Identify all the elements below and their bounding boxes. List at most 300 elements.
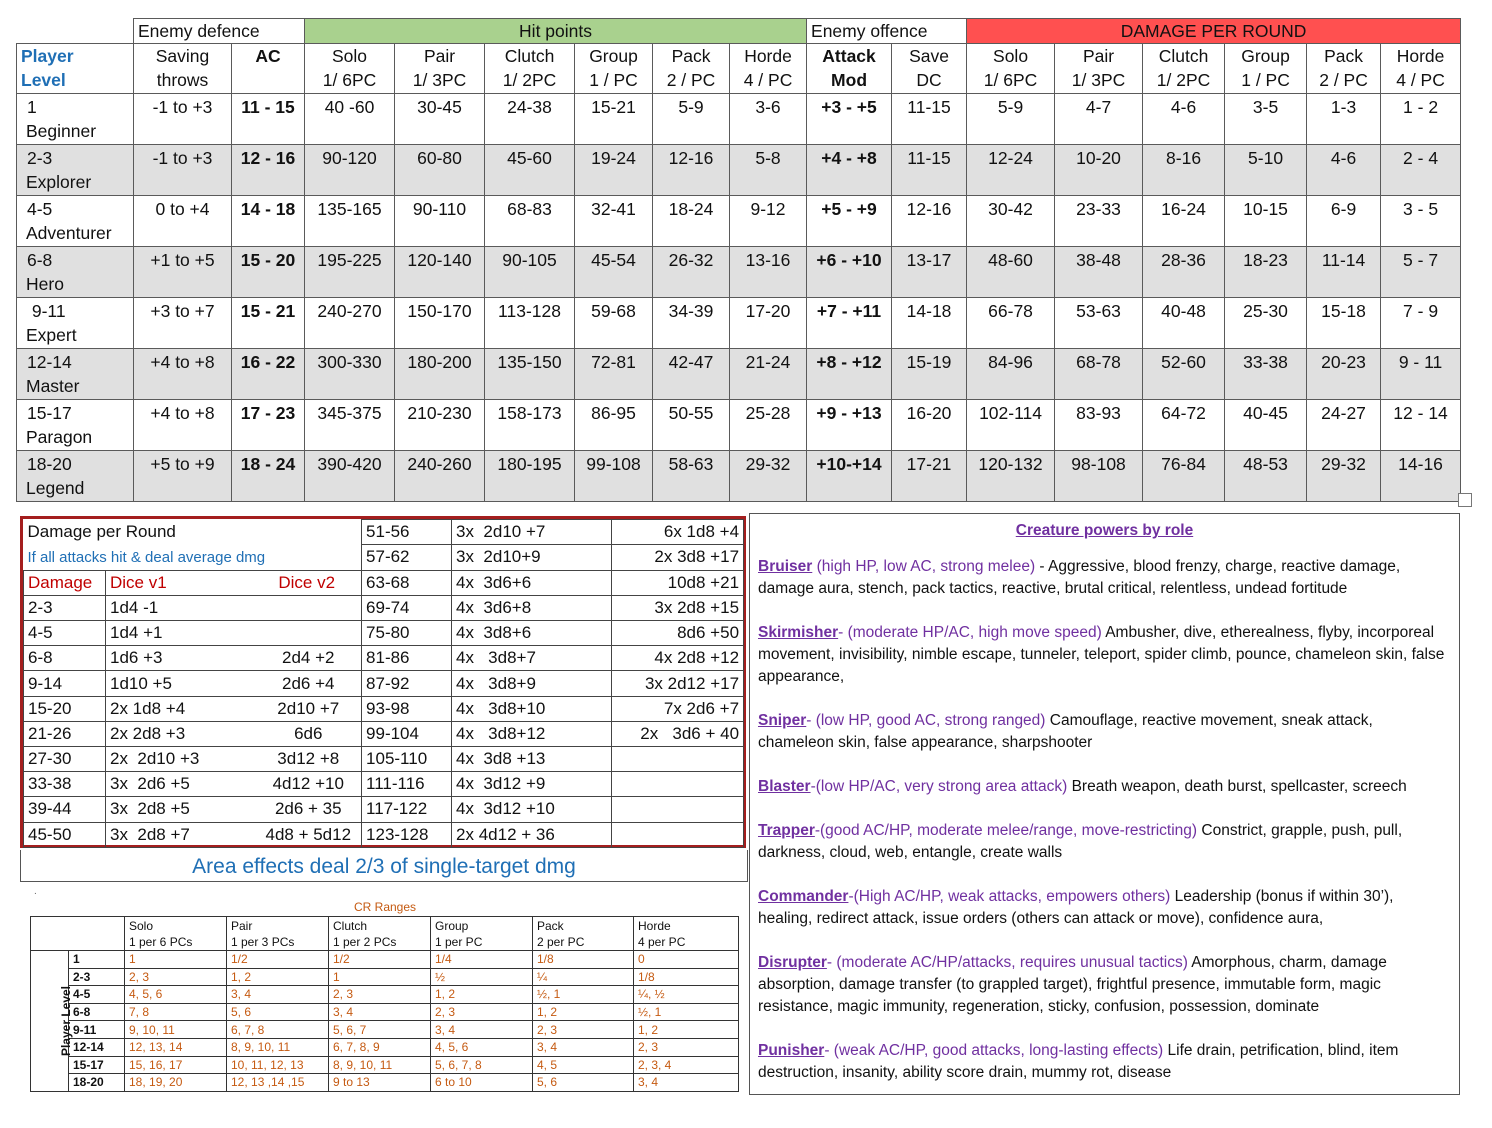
column-header-line1: Pair	[1082, 46, 1115, 66]
stat-cell: 34-39	[653, 298, 730, 349]
damage-per-round-box	[20, 516, 746, 848]
cr-value: 9, 10, 11	[125, 1021, 227, 1039]
stat-cell: +5 - +9	[807, 196, 892, 247]
level-range: 15-17	[27, 403, 72, 423]
level-cell	[17, 349, 134, 400]
table-row	[17, 349, 1461, 400]
dice-v2: 6d6	[256, 721, 362, 746]
creature-powers-panel	[749, 513, 1460, 1095]
cr-value: 5, 6, 7	[329, 1021, 431, 1039]
stat-cell: 180-195	[485, 451, 575, 502]
stat-cell: 150-170	[395, 298, 485, 349]
column-header	[575, 44, 653, 94]
stat-cell: 15 - 20	[232, 247, 305, 298]
role-entry	[758, 952, 1451, 1018]
cr-value: 1	[329, 968, 431, 986]
dice-v1: 4x 3d8+7	[452, 646, 612, 671]
dice-v2	[256, 595, 362, 620]
stat-cell: 60-80	[395, 145, 485, 196]
table-row	[24, 545, 744, 571]
damage-range: 9-14	[24, 671, 106, 696]
level-range: 4-5	[27, 199, 53, 219]
column-header-line2: 1/ 2PC	[1156, 70, 1211, 90]
cr-value: 3, 4	[634, 1074, 739, 1092]
stat-cell: 18-24	[653, 196, 730, 247]
cr-header-name: Horde	[638, 919, 671, 933]
cr-level: 12-14	[69, 1038, 125, 1056]
role-name: Punisher	[758, 1042, 825, 1059]
table-row	[31, 1056, 739, 1074]
column-header-line1: Attack	[822, 46, 876, 66]
stat-cell: 4-6	[1143, 94, 1225, 145]
stat-cell: 21-24	[730, 349, 807, 400]
stat-cell: 4-7	[1055, 94, 1143, 145]
damage-range: 21-26	[24, 721, 106, 746]
column-header-line2: 1 / PC	[589, 70, 638, 90]
dpr-subtitle-cell	[24, 545, 362, 571]
role-powers: Ambusher, dive, etherealness, flyby, incorporeal movement, invisibility, nimble escape, tunneler, teleport, spider climb, pounce, chameleon skin, false appearance,	[758, 624, 1445, 685]
cr-value: 1, 2	[431, 986, 533, 1004]
role-summary: - (low HP, good AC, strong ranged)	[806, 712, 1046, 729]
cr-value: 1/2	[329, 951, 431, 969]
damage-range: 117-122	[362, 797, 452, 822]
cr-value: 2, 3	[634, 1038, 739, 1056]
level-cell	[17, 451, 134, 502]
stat-cell: 90-120	[305, 145, 395, 196]
damage-range: 69-74	[362, 595, 452, 620]
roles-list	[758, 556, 1451, 1084]
role-entry	[758, 1040, 1451, 1084]
dice-v2	[612, 797, 744, 822]
column-header-line2: DC	[916, 70, 942, 90]
stat-cell: 29-32	[1307, 451, 1381, 502]
level-cell	[17, 196, 134, 247]
column-header-line2: 4 / PC	[743, 70, 793, 90]
stat-cell: 5 - 7	[1381, 247, 1461, 298]
dice-v2: 3d12 +8	[256, 747, 362, 772]
stray-dot: .	[34, 886, 37, 897]
cr-value: 1/8	[634, 968, 739, 986]
column-header	[1225, 44, 1307, 94]
damage-range: 93-98	[362, 696, 452, 721]
stat-cell: 53-63	[1055, 298, 1143, 349]
stat-cell: 158-173	[485, 400, 575, 451]
dice-v1: 2x 2d10 +3	[106, 747, 256, 772]
damage-range: 63-68	[362, 570, 452, 595]
cr-header-name: Group	[435, 919, 469, 933]
cr-value: 6, 7, 8, 9	[329, 1038, 431, 1056]
table-row	[24, 671, 744, 696]
stat-cell: 30-42	[967, 196, 1055, 247]
table-row	[24, 696, 744, 721]
role-powers: Amorphous, charm, damage absorption, damage transfer (to grappled target), frightful presence, immutable form, magic resistance, magic immunity, regeneration, sticky, confusion, possession, dominate	[758, 954, 1387, 1015]
dice-v1: 4x 3d8+6	[452, 621, 612, 646]
stat-cell: 8-16	[1143, 145, 1225, 196]
dpr-title-cell	[24, 520, 362, 545]
column-header-line1: AC	[255, 46, 281, 66]
stat-cell: 5-9	[653, 94, 730, 145]
stat-cell: 300-330	[305, 349, 395, 400]
cr-header-ratio: 1 per 3 PCs	[231, 935, 295, 949]
dice-v1: 1d6 +3	[106, 646, 256, 671]
stat-cell: +7 - +11	[807, 298, 892, 349]
table-row	[31, 986, 739, 1004]
table-row	[31, 1074, 739, 1092]
stat-cell: 40-45	[1225, 400, 1307, 451]
column-header-line1: Solo	[993, 46, 1029, 66]
level-title: Master	[26, 376, 80, 396]
dice-v1: 4x 3d6+8	[452, 595, 612, 620]
cr-value: ¼, ½	[634, 986, 739, 1004]
dice-v1: 2x 1d8 +4	[106, 696, 256, 721]
cr-header-name: Clutch	[333, 919, 368, 933]
column-header-line2: 1/ 2PC	[502, 70, 557, 90]
dice-v2: 4d12 +10	[256, 772, 362, 797]
level-range: 1	[27, 97, 37, 117]
cr-value: 1/8	[533, 951, 634, 969]
damage-range: 105-110	[362, 747, 452, 772]
column-header-line2: 2 / PC	[666, 70, 716, 90]
cr-header-name: Pack	[537, 919, 564, 933]
cr-value: 2, 3	[431, 1003, 533, 1021]
table-resize-handle[interactable]	[1458, 493, 1472, 507]
stat-cell: +3 to +7	[134, 298, 232, 349]
cr-value: 1, 2	[227, 968, 329, 986]
damage-range: 15-20	[24, 696, 106, 721]
role-powers: Constrict, grapple, push, pull, darkness, cloud, web, entangle, create walls	[758, 822, 1403, 861]
col-dice-v1-header: Dice v1	[110, 572, 167, 592]
dice-v2: 7x 2d6 +7	[612, 696, 744, 721]
stat-cell: 12-16	[653, 145, 730, 196]
stat-cell: 29-32	[730, 451, 807, 502]
stat-cell: +5 to +9	[134, 451, 232, 502]
cr-value: 7, 8	[125, 1003, 227, 1021]
column-header-line1: Pack	[671, 46, 711, 66]
stat-cell: 15-18	[1307, 298, 1381, 349]
stat-cell: 17 - 23	[232, 400, 305, 451]
group-enemy-offence: Enemy offence	[807, 19, 967, 44]
stat-cell: 59-68	[575, 298, 653, 349]
stat-cell: 240-270	[305, 298, 395, 349]
dice-v2: 2d6 +4	[256, 671, 362, 696]
stat-cell: 24-38	[485, 94, 575, 145]
table-row	[24, 721, 744, 746]
cr-ranges-table	[30, 916, 739, 1092]
level-cell	[17, 94, 134, 145]
stat-cell: +1 to +5	[134, 247, 232, 298]
stat-cell: 30-45	[395, 94, 485, 145]
dice-v2: 3x 2d8 +15	[612, 595, 744, 620]
stat-cell: 5-9	[967, 94, 1055, 145]
stat-cell: 4-6	[1307, 145, 1381, 196]
column-header-line1: Solo	[332, 46, 368, 66]
stat-cell: 16 - 22	[232, 349, 305, 400]
stat-cell: +4 - +8	[807, 145, 892, 196]
cr-corner	[31, 917, 125, 951]
stat-cell: 16-20	[892, 400, 967, 451]
stat-cell: +8 - +12	[807, 349, 892, 400]
table-row	[31, 968, 739, 986]
stat-cell: 240-260	[395, 451, 485, 502]
stat-cell: 180-200	[395, 349, 485, 400]
dice-v1: 4x 3d8 +13	[452, 747, 612, 772]
role-entry	[758, 710, 1451, 754]
group-damage-per-round: DAMAGE PER ROUND	[967, 19, 1461, 44]
dice-v1: 3x 2d10 +7	[452, 520, 612, 545]
stat-cell: 72-81	[575, 349, 653, 400]
stat-cell: 16-24	[1143, 196, 1225, 247]
cr-value: 18, 19, 20	[125, 1074, 227, 1092]
cr-value: 1	[125, 951, 227, 969]
stat-cell: 13-17	[892, 247, 967, 298]
role-powers: Breath weapon, death burst, spellcaster, screech	[1067, 778, 1407, 795]
role-entry	[758, 556, 1451, 600]
cr-header-ratio: 1 per 2 PCs	[333, 935, 397, 949]
stat-cell: 10-20	[1055, 145, 1143, 196]
cr-value: 4, 5, 6	[431, 1038, 533, 1056]
column-header	[807, 44, 892, 94]
cr-value: 4, 5	[533, 1056, 634, 1074]
stat-cell: 68-78	[1055, 349, 1143, 400]
level-range: 9-11	[27, 301, 66, 321]
group-hit-points: Hit points	[305, 19, 807, 44]
stat-cell: 345-375	[305, 400, 395, 451]
column-header-line1: Player	[21, 46, 74, 66]
stat-cell: 86-95	[575, 400, 653, 451]
col-dice-v2-header: Dice v2	[278, 572, 336, 592]
role-entry	[758, 776, 1451, 798]
stat-cell: 52-60	[1143, 349, 1225, 400]
stat-cell: +4 to +8	[134, 349, 232, 400]
column-header-line1: Saving	[155, 46, 210, 66]
table-row	[17, 247, 1461, 298]
damage-range: 75-80	[362, 621, 452, 646]
cr-level: 9-11	[69, 1021, 125, 1039]
cr-value: ½, 1	[634, 1003, 739, 1021]
damage-range: 45-50	[24, 822, 106, 847]
role-summary: -(low HP/AC, very strong area attack)	[810, 778, 1068, 795]
creature-powers-title: Creature powers by role	[1015, 522, 1194, 539]
stat-cell: 11-15	[892, 94, 967, 145]
stat-cell: 2 - 4	[1381, 145, 1461, 196]
role-name: Skirmisher	[758, 624, 839, 641]
table-row	[17, 451, 1461, 502]
cr-value: 0	[634, 951, 739, 969]
stat-cell: 12 - 14	[1381, 400, 1461, 451]
dice-v2: 10d8 +21	[612, 570, 744, 595]
cr-column-header	[533, 917, 634, 951]
role-powers: Leadership (bonus if within 30’), healing, redirect attack, issue orders (others can attack or move), confidence aura,	[758, 888, 1394, 927]
cr-value: 3, 4	[227, 986, 329, 1004]
stat-cell: 15-19	[892, 349, 967, 400]
column-header-line2: 4 / PC	[1396, 70, 1445, 90]
stat-cell: 45-60	[485, 145, 575, 196]
stat-cell: 99-108	[575, 451, 653, 502]
column-header-line1: Pair	[423, 46, 456, 66]
cr-value: 12, 13, 14	[125, 1038, 227, 1056]
role-powers: Life drain, petrification, blind, item destruction, insanity, ability score drain, mummy rot, disease	[758, 1042, 1399, 1081]
cr-column-header	[125, 917, 227, 951]
column-header-line1: Save	[909, 46, 949, 66]
dice-v2	[612, 772, 744, 797]
cr-value: 6 to 10	[431, 1074, 533, 1092]
level-title: Paragon	[26, 427, 93, 447]
column-header	[17, 44, 134, 94]
damage-range: 27-30	[24, 747, 106, 772]
column-header-line2: 2 / PC	[1319, 70, 1368, 90]
blank-corner	[17, 19, 134, 44]
cr-header-name: Solo	[129, 919, 154, 933]
column-header	[485, 44, 575, 94]
cr-value: 12, 13 ,14 ,15	[227, 1074, 329, 1092]
role-entry	[758, 820, 1451, 864]
cr-value: 2, 3, 4	[634, 1056, 739, 1074]
dice-v2: 2d4 +2	[256, 646, 362, 671]
cr-value: 9 to 13	[329, 1074, 431, 1092]
stat-cell: 38-48	[1055, 247, 1143, 298]
dice-v2: 3x 2d12 +17	[612, 671, 744, 696]
damage-range: 6-8	[24, 646, 106, 671]
cr-value: 15, 16, 17	[125, 1056, 227, 1074]
table-row	[31, 1038, 739, 1056]
stat-cell: 18 - 24	[232, 451, 305, 502]
stat-cell: 12 - 16	[232, 145, 305, 196]
level-range: 6-8	[27, 250, 53, 270]
stat-cell: 26-32	[653, 247, 730, 298]
stat-cell: 58-63	[653, 451, 730, 502]
damage-range: 81-86	[362, 646, 452, 671]
stat-cell: 24-27	[1307, 400, 1381, 451]
stat-cell: +10-+14	[807, 451, 892, 502]
column-header-line1: Horde	[1396, 46, 1445, 66]
cr-value: 8, 9, 10, 11	[329, 1056, 431, 1074]
dice-v1: 4x 3d8+9	[452, 671, 612, 696]
stat-cell: 135-165	[305, 196, 395, 247]
table-row	[31, 951, 739, 969]
stat-cell: 23-33	[1055, 196, 1143, 247]
column-header	[1381, 44, 1461, 94]
cr-value: 2, 3	[125, 968, 227, 986]
dice-v1: 1d10 +5	[106, 671, 256, 696]
stat-cell: 64-72	[1143, 400, 1225, 451]
column-header-row	[17, 44, 1461, 94]
cr-value: 5, 6, 7, 8	[431, 1056, 533, 1074]
stat-cell: 90-105	[485, 247, 575, 298]
table-row	[17, 196, 1461, 247]
damage-range: 39-44	[24, 797, 106, 822]
cr-level: 18-20	[69, 1074, 125, 1092]
dice-v2: 2d6 + 35	[256, 797, 362, 822]
level-range: 18-20	[27, 454, 72, 474]
level-cell	[17, 400, 134, 451]
role-summary: (high HP, low AC, strong melee)	[812, 558, 1036, 575]
cr-ranges-title: CR Ranges	[353, 900, 417, 914]
cr-level: 2-3	[69, 968, 125, 986]
table-row	[24, 797, 744, 822]
cr-value: 8, 9, 10, 11	[227, 1038, 329, 1056]
level-cell	[17, 247, 134, 298]
dice-v2	[256, 621, 362, 646]
stat-cell: 3 - 5	[1381, 196, 1461, 247]
cr-side-label: Player Level	[59, 985, 74, 1056]
stat-cell: 195-225	[305, 247, 395, 298]
role-name: Disrupter	[758, 954, 827, 971]
table-row	[24, 646, 744, 671]
table-row	[17, 298, 1461, 349]
stat-cell: 13-16	[730, 247, 807, 298]
role-entry	[758, 622, 1451, 688]
stat-cell: +3 - +5	[807, 94, 892, 145]
stat-cell: 42-47	[653, 349, 730, 400]
stat-cell: 98-108	[1055, 451, 1143, 502]
stat-cell: 14-16	[1381, 451, 1461, 502]
stat-cell: 33-38	[1225, 349, 1307, 400]
column-header	[1307, 44, 1381, 94]
dpr-subtitle: If all attacks hit & deal average dmg	[27, 548, 266, 566]
column-header	[892, 44, 967, 94]
stat-cell: 135-150	[485, 349, 575, 400]
role-name: Commander	[758, 888, 849, 905]
column-header-line1: Clutch	[1158, 46, 1209, 66]
cr-value: ½, 1	[533, 986, 634, 1004]
cr-header-row	[31, 917, 739, 951]
stat-cell: 28-36	[1143, 247, 1225, 298]
dice-v1: 4x 3d12 +10	[452, 797, 612, 822]
col-dice-header	[106, 570, 362, 595]
stat-cell: 11-14	[1307, 247, 1381, 298]
stat-cell: 12-16	[892, 196, 967, 247]
column-header-line2: 1/ 3PC	[1071, 70, 1126, 90]
stat-cell: -1 to +3	[134, 94, 232, 145]
cr-column-header	[431, 917, 533, 951]
cr-level: 1	[69, 951, 125, 969]
stat-cell: 25-30	[1225, 298, 1307, 349]
stat-cell: 83-93	[1055, 400, 1143, 451]
table-row	[31, 1003, 739, 1021]
cr-level: 4-5	[69, 986, 125, 1004]
column-header-line2: 1/ 6PC	[322, 70, 377, 90]
column-header	[1055, 44, 1143, 94]
cr-column-header	[329, 917, 431, 951]
stat-cell: 120-132	[967, 451, 1055, 502]
cr-value: 1/2	[227, 951, 329, 969]
stat-cell: 1-3	[1307, 94, 1381, 145]
cr-side-label-cell	[31, 951, 74, 1092]
dice-v1: 2x 2d8 +3	[106, 721, 256, 746]
stat-cell: 11-15	[892, 145, 967, 196]
table-row	[31, 1021, 739, 1039]
role-powers: - Aggressive, blood frenzy, charge, reactive damage, damage aura, stench, pack tactics, reactive, brutal critical, relentless, undead fortitude	[758, 558, 1401, 597]
column-header-line1: Group	[1241, 46, 1290, 66]
damage-range: 123-128	[362, 822, 452, 847]
role-entry	[758, 886, 1451, 930]
stat-cell: 17-20	[730, 298, 807, 349]
stat-cell: 25-28	[730, 400, 807, 451]
stat-cell: 5-10	[1225, 145, 1307, 196]
cr-column-header	[227, 917, 329, 951]
stat-cell: -1 to +3	[134, 145, 232, 196]
level-title: Expert	[26, 325, 77, 345]
stat-cell: 9 - 11	[1381, 349, 1461, 400]
table-row	[24, 595, 744, 620]
stat-cell: 10-15	[1225, 196, 1307, 247]
stat-cell: 102-114	[967, 400, 1055, 451]
level-title: Legend	[26, 478, 85, 498]
cr-value: 3, 4	[431, 1021, 533, 1039]
col-damage-header: Damage	[24, 570, 106, 595]
stat-cell: 3-5	[1225, 94, 1307, 145]
encounter-stats-table	[16, 18, 1461, 502]
